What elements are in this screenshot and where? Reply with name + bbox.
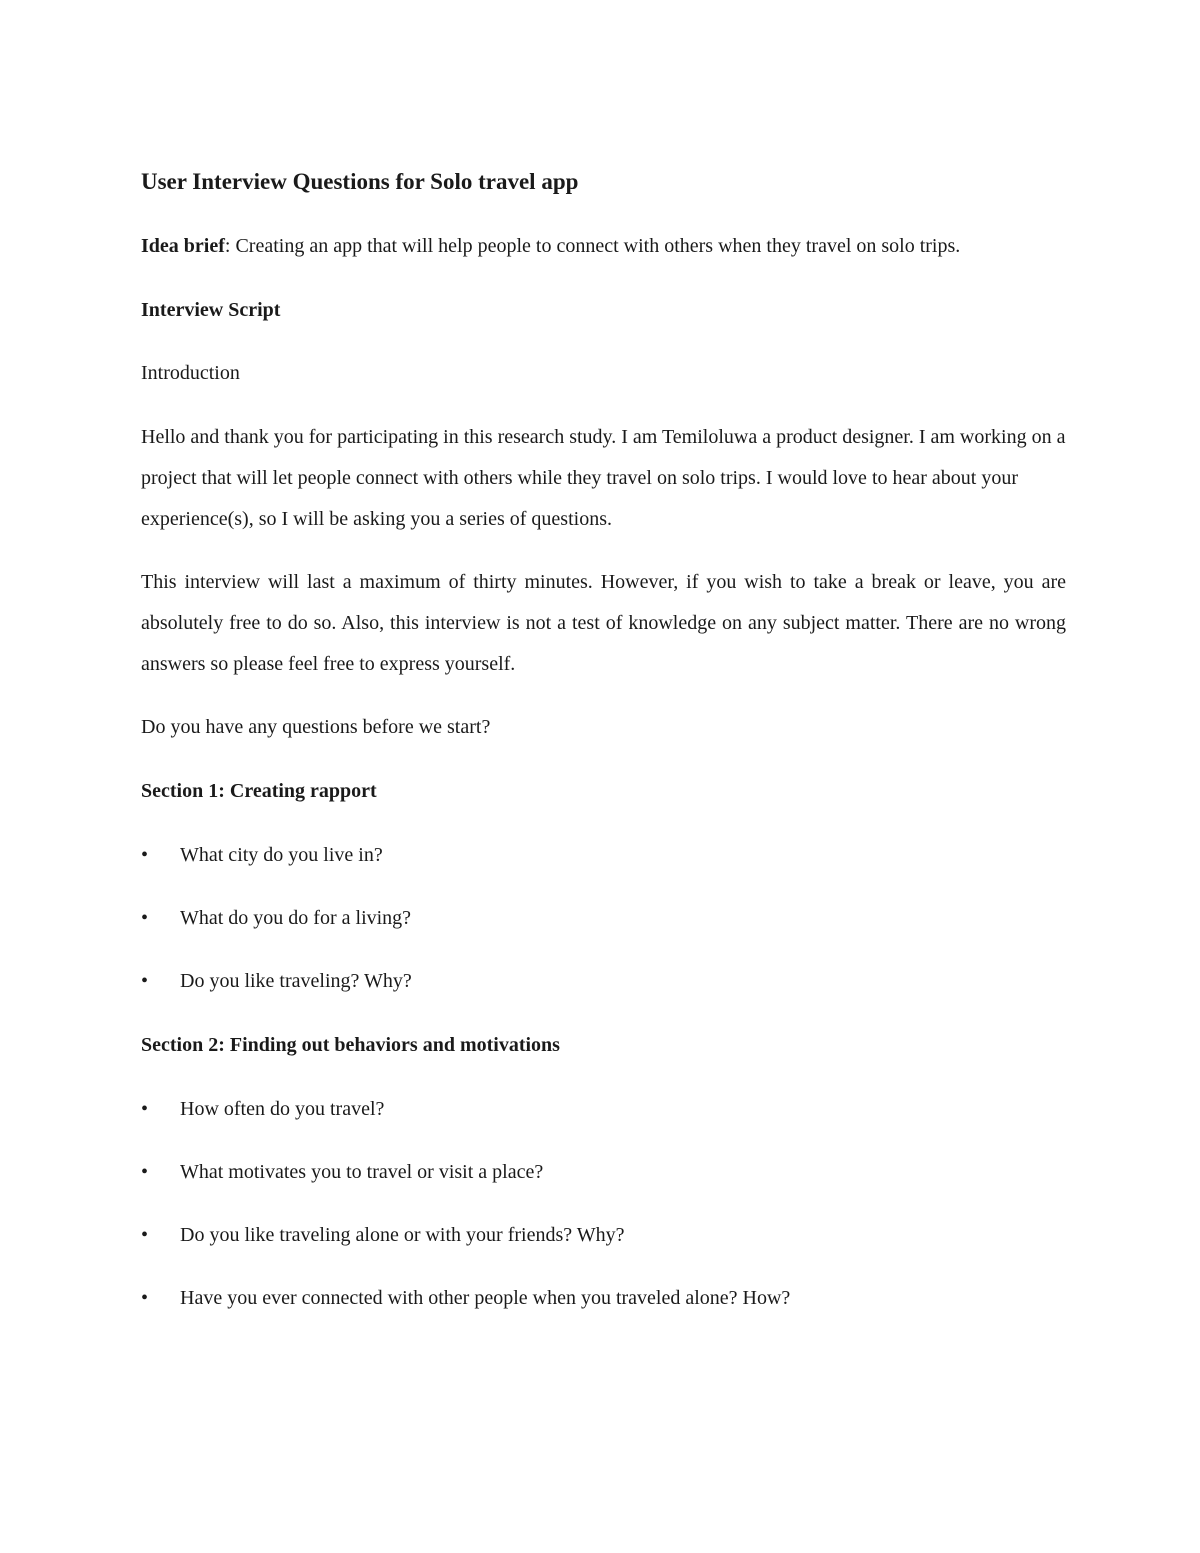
bullet: • [141,1224,149,1246]
list-item [141,835,1066,876]
idea-brief-text: : Creating an app that will help people to connect with others when they travel on solo trips. [224,235,961,257]
intro-paragraph-1: Hello and thank you for participating in this research study. I am Temiloluwa a product designer. I am working on a project that will let people connect with others while they travel on solo trips. I would love to hear about your experience(s), so I will be asking you a series of questions. [141,426,1066,530]
list-item [141,961,1066,1002]
bullet: • [141,1287,149,1309]
bullet: • [141,1161,149,1183]
question-text: What do you do for a living? [180,907,412,929]
section-1-question-list [141,835,1066,1002]
list-item [141,1089,1066,1130]
document-title: User Interview Questions for Solo travel app [141,169,579,194]
idea-brief-paragraph [141,226,1066,267]
question-text: What city do you live in? [180,844,383,866]
list-item [141,1278,1066,1319]
bullet: • [141,970,149,992]
question-text: Do you like traveling? Why? [180,970,412,992]
list-item [141,1215,1066,1256]
question-text: What motivates you to travel or visit a place? [180,1161,544,1183]
question-text: Do you like traveling alone or with your friends? Why? [180,1224,625,1246]
question-text: How often do you travel? [180,1098,385,1120]
question-text: Have you ever connected with other people when you traveled alone? How? [180,1287,791,1309]
bullet: • [141,907,149,929]
section-2-heading: Section 2: Finding out behaviors and motivations [141,1034,560,1056]
bullet: • [141,1098,149,1120]
intro-paragraph-3: Do you have any questions before we start? [141,716,491,738]
section-1-heading: Section 1: Creating rapport [141,780,377,802]
interview-script-heading: Interview Script [141,299,281,321]
section-2-question-list [141,1089,1066,1319]
list-item [141,1152,1066,1193]
introduction-label: Introduction [141,362,240,384]
document-page [141,162,1066,1319]
bullet: • [141,844,149,866]
intro-paragraph-2: This interview will last a maximum of thirty minutes. However, if you wish to take a break or leave, you are absolutely free to do so. Also, this interview is not a test of knowledge on any subject matter. There are no wrong answers so please feel free to express yourself. [141,571,1066,675]
list-item [141,898,1066,939]
idea-brief-label: Idea brief [141,235,225,257]
